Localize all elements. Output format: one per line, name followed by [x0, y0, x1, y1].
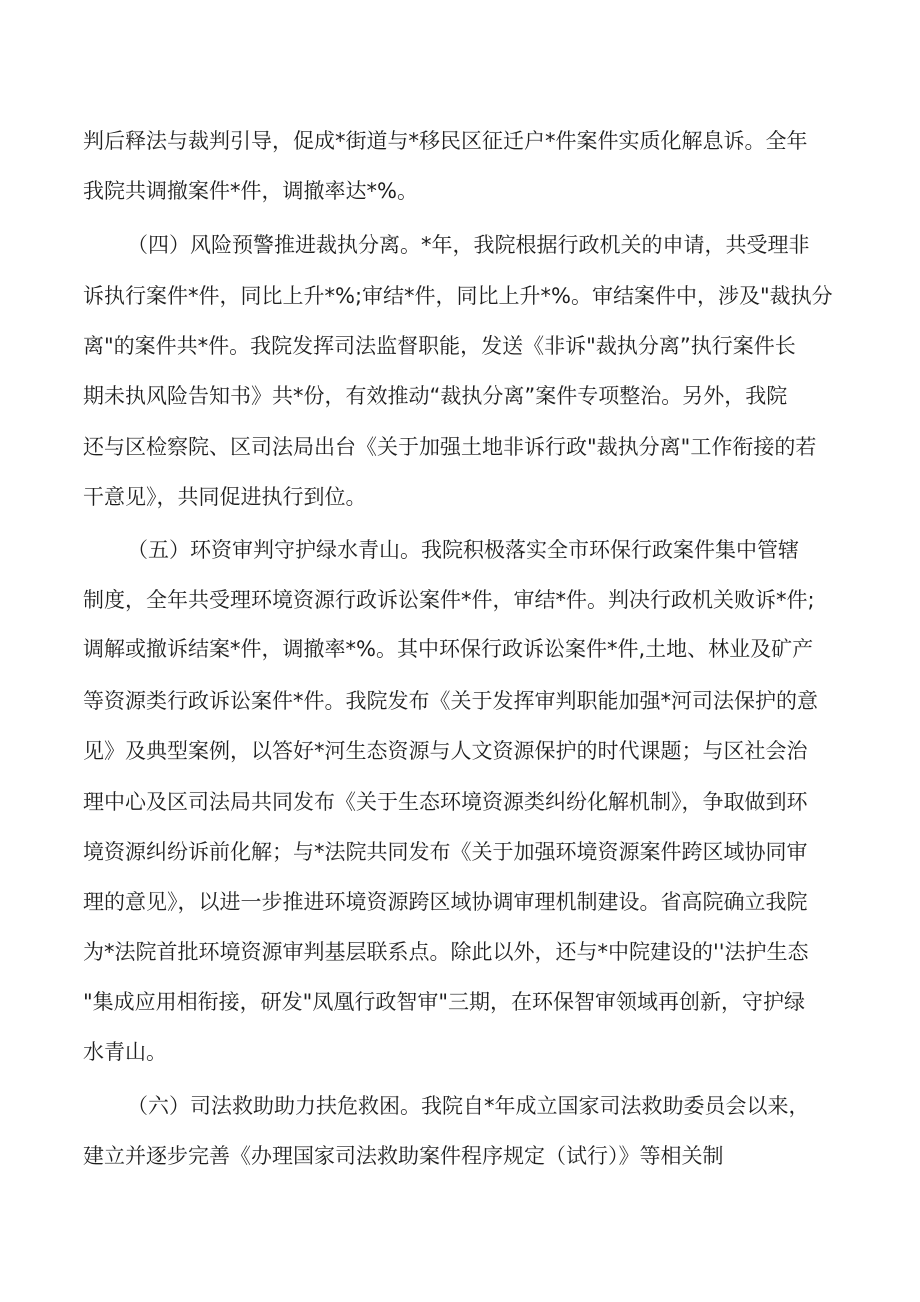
- document-page: 判后释法与裁判引导，促成*街道与*移民区征迁户*件案件实质化解息诉。全年 我院共调撤案件*件，调撤率达*%。 （四）风险预警推进裁执分离。*年，我院根据行政机关的申请，共受理非 诉执行案件*件，同比上升*%;审结*件，同比上升*%。审结案件中，涉及"裁执分 离"的案件共*件。我院发挥司法监督职能，发送《非诉"裁执分离”执行案件长 期未执风险告知书》共*份，有效推动“裁执分离”案件专项整治。另外，我院 还与区检察院、区司法局出台《关于加强土地非诉行政"裁执分离"工作衔接的若 干意见》，共同促进执行到位。 （五）环资审判守护绿水青山。我院积极落实全市环保行政案件集中管辖 制度，全年共受理环境资源行政诉讼案件*件，审结*件。判决行政机关败诉*件; 调解或撤诉结案*件，调撤率*%。其中环保行政诉讼案件*件,土地、林业及矿产 等资源类行政诉讼案件*件。我院发布《关于发挥审判职能加强*河司法保护的意 见》及典型案例，以答好*河生态资源与人文资源保护的时代课题；与区社会治 理中心及区司法局共同发布《关于生态环境资源类纠纷化解机制》，争取做到环 境资源纠纷诉前化解；与*法院共同发布《关于加强环境资源案件跨区域协同审 理的意见》，以进一步推进环境资源跨区域协调审理机制建设。省高院确立我院 为*法院首批环境资源审判基层联系点。除此以外，还与*中院建设的''法护生态 "集成应用相衔接，研发"凤凰行政智审"三期，在环保智审领域再创新，守护绿 水青山。 （六）司法救助助力扶危救困。我院自*年成立国家司法救助委员会以来， 建立并逐步完善《办理国家司法救助案件程序规定（试行）》等相关制: [0, 0, 920, 1302]
